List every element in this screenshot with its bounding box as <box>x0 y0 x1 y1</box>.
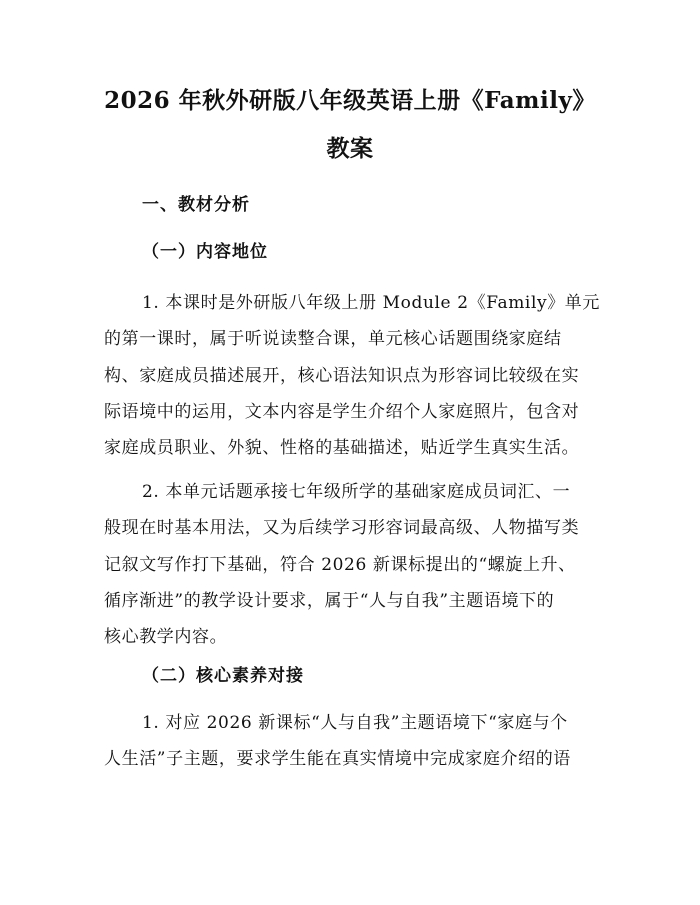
paragraph-line: 般现在时基本用法，又为后续学习形容词最高级、人物描写类 <box>104 518 580 539</box>
paragraph-line: 1. 对应 2026 新课标“人与自我”主题语境下“家庭与个 <box>142 713 568 733</box>
document-title-line-1: 2026 年秋外研版八年级英语上册《Family》 <box>104 87 596 114</box>
paragraph-2 <box>104 474 604 655</box>
paragraph-line: 循序渐进”的教学设计要求，属于“人与自我”主题语境下的 <box>104 590 555 611</box>
paragraph-line: 1. 本课时是外研版八年级上册 Module 2《Family》单元 <box>142 293 600 313</box>
paragraph-line: 家庭成员职业、外貌、性格的基础描述，贴近学生真实生活。 <box>104 438 580 459</box>
paragraph-line: 际语境中的运用，文本内容是学生介绍个人家庭照片，包含对 <box>104 401 580 422</box>
paragraph-line: 记叙文写作打下基础，符合 2026 新课标提出的“螺旋上升、 <box>104 554 576 575</box>
paragraph-line: 的第一课时，属于听说读整合课，单元核心话题围绕家庭结 <box>104 329 562 350</box>
paragraph-line: 构、家庭成员描述展开，核心语法知识点为形容词比较级在实 <box>104 365 580 386</box>
subsection-heading-core-literacy: （二）核心素养对接 <box>142 666 304 686</box>
paragraph-line: 核心教学内容。 <box>104 627 228 648</box>
subsection-heading-content-position: （一）内容地位 <box>142 242 268 262</box>
paragraph-line: 2. 本单元话题承接七年级所学的基础家庭成员词汇、一 <box>142 482 571 502</box>
document-title-line-2: 教案 <box>326 135 374 162</box>
paragraph-1 <box>104 285 604 466</box>
paragraph-line: 人生活”子主题，要求学生能在真实情境中完成家庭介绍的语 <box>104 749 571 770</box>
section-heading-textbook-analysis: 一、教材分析 <box>142 195 250 215</box>
paragraph-3 <box>104 705 604 778</box>
